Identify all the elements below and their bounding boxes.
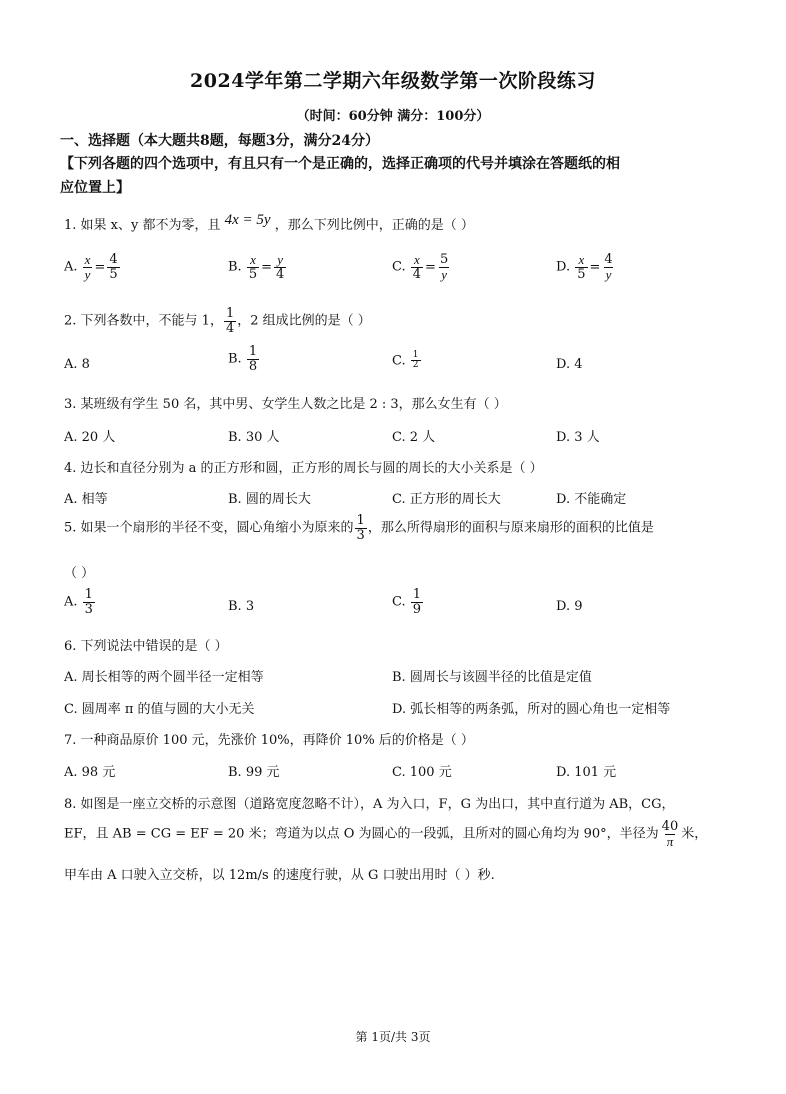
- q1-text-after: ，那么下列比例中，正确的是（ ）: [274, 218, 474, 233]
- question-8-line-2: EF，且 AB = CG = EF = 20 米；弯道为以点 O 为圆心的一段弧，且所对的圆心角均为 90°，半径为 $\frac{40}{\pi}$ 米，: [64, 819, 708, 849]
- q5-option-b: B. 3: [228, 599, 255, 614]
- q1-option-d: D. $\frac{x}{5}$ = $\frac{4}{y}$: [556, 252, 613, 282]
- q6-option-d: D. 弧长相等的两条弧，所对的圆心角也一定相等: [392, 702, 671, 717]
- question-7: 7. 一种商品原价 100 元，先涨价 10%，再降价 10% 后的价格是（ ）: [64, 733, 474, 748]
- q6-option-b: B. 圆周长与该圆半径的比值是定值: [392, 670, 592, 685]
- q6-option-a: A. 周长相等的两个圆半径一定相等: [64, 670, 264, 685]
- q1-equation: 4x = 5y: [224, 212, 271, 228]
- q7-option-c: C. 100 元: [392, 765, 452, 780]
- q5-option-d: D. 9: [556, 599, 583, 614]
- page-title: 2024学年第二学期六年级数学第一次阶段练习: [190, 70, 596, 92]
- instruction-line-1: 【下列各题的四个选项中，有且只有一个是正确的，选择正确项的代号并填涂在答题纸的相: [60, 156, 620, 172]
- q7-option-a: A. 98 元: [64, 765, 116, 780]
- question-5: 5. 如果一个扇形的半径不变，圆心角缩小为原来的 $\frac{1}{3}$ ，那么所得扇形的面积与原来扇形的面积的比值是: [64, 513, 654, 543]
- q3-option-a: A. 20 人: [64, 430, 116, 445]
- q3-option-d: D. 3 人: [556, 430, 600, 445]
- section-heading: 一、选择题（本大题共8题，每题3分，满分24分）: [60, 133, 379, 149]
- q2-option-c: C. $\frac{1}{2}$: [392, 350, 419, 371]
- q3-option-c: C. 2 人: [392, 430, 436, 445]
- q3-option-b: B. 30 人: [228, 430, 280, 445]
- q1-text-before: 1. 如果 x、y 都不为零，且: [64, 218, 221, 233]
- q6-option-c: C. 圆周率 π 的值与圆的大小无关: [64, 702, 255, 717]
- question-4: 4. 边长和直径分别为 a 的正方形和圆，正方形的周长与圆的周长的大小关系是（ ）: [64, 461, 543, 476]
- q1-option-b: B. $\frac{x}{5}$ = $\frac{y}{4}$: [228, 252, 285, 282]
- question-8-line-1: 8. 如图是一座立交桥的示意图（道路宽度忽略不计），A 为入口，F，G 为出口，其中直行道为 AB，CG，: [64, 797, 675, 812]
- q2-option-d: D. 4: [556, 357, 583, 372]
- q4-option-b: B. 圆的周长大: [228, 492, 311, 507]
- q4-option-d: D. 不能确定: [556, 492, 627, 507]
- question-3: 3. 某班级有学生 50 名，其中男、女学生人数之比是 2 : 3，那么女生有（ ）: [64, 397, 507, 412]
- q1-option-c: C. $\frac{x}{4}$ = $\frac{5}{y}$: [392, 252, 449, 282]
- instruction-line-2: 应位置上】: [60, 180, 130, 196]
- question-2: 2. 下列各数中，不能与 1， $\frac{1}{4}$ ，2 组成比例的是（ ）: [64, 306, 371, 336]
- exam-info: （时间：60分钟 满分：100分）: [296, 109, 490, 124]
- q4-option-c: C. 正方形的周长大: [392, 492, 501, 507]
- q4-option-a: A. 相等: [64, 492, 108, 507]
- question-1: [64, 214, 474, 234]
- question-6: 6. 下列说法中错误的是（ ）: [64, 639, 228, 654]
- q5-option-a: A. $\frac{1}{3}$: [64, 587, 93, 617]
- q2-option-b: B. $\frac{1}{8}$: [228, 344, 258, 374]
- q7-option-d: D. 101 元: [556, 765, 617, 780]
- question-5-bracket: （ ）: [64, 566, 95, 581]
- question-8-line-3: 甲车由 A 口驶入立交桥，以 12m/s 的速度行驶，从 G 口驶出用时（ ）秒.: [64, 868, 495, 883]
- q2-option-a: A. 8: [64, 357, 90, 372]
- q5-option-c: C. $\frac{1}{9}$: [392, 587, 422, 617]
- q1-option-a: A. $\frac{x}{y}$ = $\frac{4}{5}$: [64, 252, 118, 282]
- q7-option-b: B. 99 元: [228, 765, 280, 780]
- page-footer: 第 1页/共 3页: [355, 1030, 431, 1044]
